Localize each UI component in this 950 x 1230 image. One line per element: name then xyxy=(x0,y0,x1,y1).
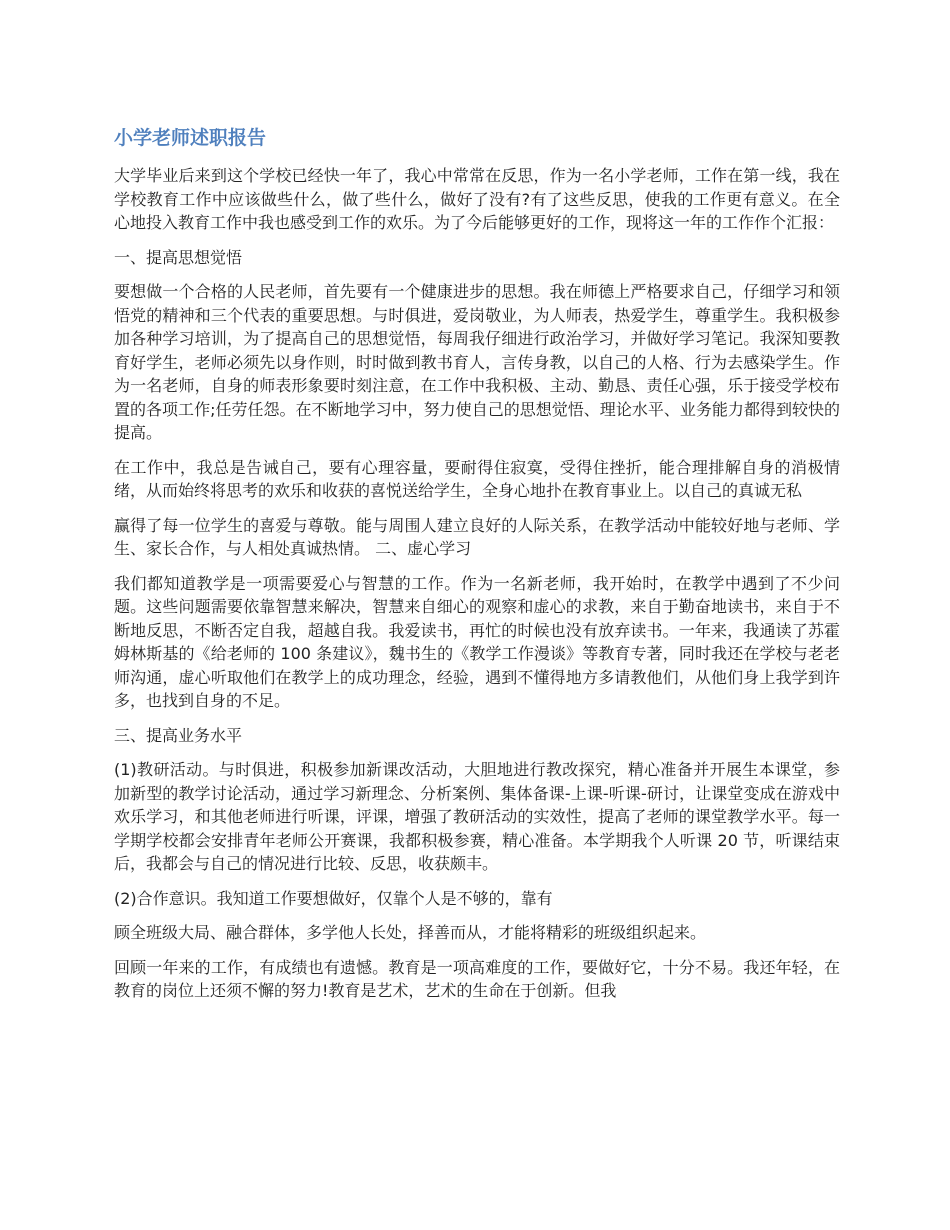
paragraph-intro: 大学毕业后来到这个学校已经快一年了，我心中常常在反思，作为一名小学老师，工作在第一线，我在学校教育工作中应该做些什么，做了些什么，做好了没有?有了这些反思，使我的工作更有意义。在全心地投入教育工作中我也感受到工作的欢乐。为了今后能够更好的工作，现将这一年的工作作个汇报： xyxy=(114,166,840,232)
document-page xyxy=(114,124,840,1014)
paragraph: 要想做一个合格的人民老师，首先要有一个健康进步的思想。我在师德上严格要求自己，仔细学习和领悟党的精神和三个代表的重要思想。与时俱进，爱岗敬业，为人师表，热爱学生，尊重学生。我积极参加各种学习培训，为了提高自己的思想觉悟，每周我仔细进行政治学习，并做好学习笔记。我深知要教育好学生，老师必须先以身作则，时时做到教书育人，言传身教，以自己的人格、行为去感染学生。作为一名老师，自身的师表形象要时刻注意，在工作中我积极、主动、勤恳、责任心强，乐于接受学校布置的各项工作;任劳任怨。在不断地学习中，努力使自己的思想觉悟、理论水平、业务能力都得到较快的提高。 xyxy=(114,282,840,442)
paragraph: 我们都知道教学是一项需要爱心与智慧的工作。作为一名新老师，我开始时，在教学中遇到了不少问题。这些问题需要依靠智慧来解决，智慧来自细心的观察和虚心的求教，来自于勤奋地读书，来自于不断地反思，不断否定自我，超越自我。我爱读书，再忙的时候也没有放弃读书。一年来，我通读了苏霍姆林斯基的《给老师的 100 条建议》，魏书生的《教学工作漫谈》等教育专著，同时我还在学校与老老师沟通，虚心听取他们在教学上的成功理念，经验，遇到不懂得地方多请教他们，从他们身上我学到许多，也找到自身的不足。 xyxy=(114,573,840,710)
paragraph: (2)合作意识。我知道工作要想做好，仅靠个人是不够的，靠有 xyxy=(114,888,553,908)
paragraph: 赢得了每一位学生的喜爱与尊敬。能与周围人建立良好的人际关系，在教学活动中能较好地与老师、学生、家长合作，与人相处真诚热情。 二、虚心学习 xyxy=(114,515,840,558)
paragraph: 在工作中，我总是告诫自己，要有心理容量，要耐得住寂寞，受得住挫折，能合理排解自身的消极情绪，从而始终将思考的欢乐和收获的喜悦送给学生，全身心地扑在教育事业上。以自己的真诚无私 xyxy=(114,457,840,500)
paragraph: 回顾一年来的工作，有成绩也有遗憾。教育是一项高难度的工作，要做好它，十分不易。我还年轻，在教育的岗位上还须不懈的努力!教育是艺术，艺术的生命在于创新。但我 xyxy=(114,957,840,1000)
section-heading-3: 三、提高业务水平 xyxy=(114,725,243,745)
paragraph: (1)教研活动。与时俱进，积极参加新课改活动，大胆地进行教改探究，精心准备并开展生本课堂，参加新型的教学讨论活动，通过学习新理念、分析案例、集体备课-上课-听课-研讨，让课堂变成在游戏中欢乐学习，和其他老师进行听课，评课，增强了教研活动的实效性，提高了老师的课堂教学水平。每一学期学校都会安排青年老师公开赛课，我都积极参赛，精心准备。本学期我个人听课 20 节，听课结束后，我都会与自己的情况进行比较、反思，收获颇丰。 xyxy=(114,760,840,873)
section-heading-1: 一、提高思想觉悟 xyxy=(114,247,243,267)
document-title: 小学老师述职报告 xyxy=(114,127,267,149)
paragraph: 顾全班级大局、融合群体，多学他人长处，择善而从，才能将精彩的班级组织起来。 xyxy=(114,923,707,942)
